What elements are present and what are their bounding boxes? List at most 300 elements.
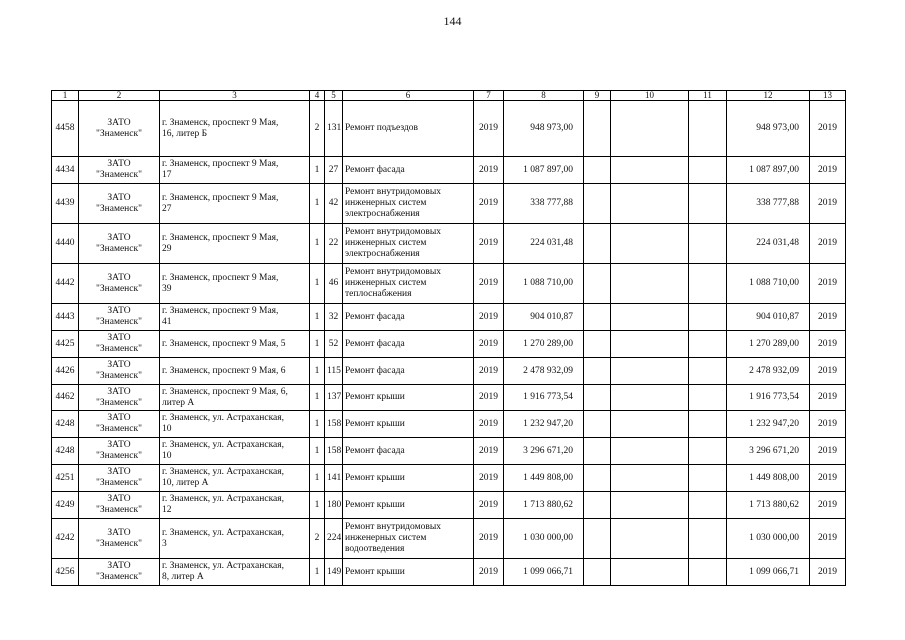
col11-cell xyxy=(689,492,727,519)
total-cell: 338 777,88 xyxy=(727,184,810,224)
year-end-cell: 2019 xyxy=(810,157,846,184)
object-id-cell: 4440 xyxy=(52,224,79,264)
work-type-cell xyxy=(343,304,474,331)
col9-cell xyxy=(584,438,611,465)
address-cell xyxy=(160,465,310,492)
work-type-line: Ремонт внутридомовых xyxy=(345,187,441,197)
col11-cell xyxy=(689,184,727,224)
col5-cell: 149 xyxy=(325,559,343,586)
col10-cell xyxy=(611,304,689,331)
address-cell xyxy=(160,559,310,586)
object-id-cell: 4249 xyxy=(52,492,79,519)
col4-cell: 1 xyxy=(310,184,325,224)
work-type-line: инженерных систем xyxy=(345,198,427,208)
year-cell: 2019 xyxy=(474,519,504,559)
cost-cell: 1 030 000,00 xyxy=(504,519,584,559)
municipality-cell xyxy=(79,385,160,411)
total-cell: 1 099 066,71 xyxy=(727,559,810,586)
table-row xyxy=(52,331,846,358)
cost-cell: 904 010,87 xyxy=(504,304,584,331)
col4-cell: 1 xyxy=(310,157,325,184)
col11-cell xyxy=(689,519,727,559)
col10-cell xyxy=(611,438,689,465)
municipality-line: "Знаменск" xyxy=(96,478,142,488)
cost-cell: 3 296 671,20 xyxy=(504,438,584,465)
col9-cell xyxy=(584,264,611,304)
cost-cell: 1 087 897,00 xyxy=(504,157,584,184)
municipality-line: "Знаменск" xyxy=(96,424,142,434)
cost-cell: 1 449 808,00 xyxy=(504,465,584,492)
col5-cell: 32 xyxy=(325,304,343,331)
year-end-cell: 2019 xyxy=(810,465,846,492)
municipality-line: ЗАТО xyxy=(107,527,131,538)
column-header: 11 xyxy=(689,91,727,101)
address-line: 8, литер А xyxy=(162,572,204,582)
object-id-cell: 4434 xyxy=(52,157,79,184)
year-end-cell: 2019 xyxy=(810,492,846,519)
table-row xyxy=(52,465,846,492)
address-line: г. Знаменск, проспект 9 Мая, xyxy=(162,272,279,283)
col4-cell: 1 xyxy=(310,385,325,411)
repair-register-table xyxy=(51,90,846,586)
municipality-line: "Знаменск" xyxy=(96,538,142,549)
year-cell: 2019 xyxy=(474,224,504,264)
col4-cell: 1 xyxy=(310,559,325,586)
column-header: 7 xyxy=(474,91,504,101)
work-type-line: Ремонт фасада xyxy=(345,445,405,456)
work-type-cell xyxy=(343,438,474,465)
col4-cell: 1 xyxy=(310,358,325,385)
total-cell: 904 010,87 xyxy=(727,304,810,331)
col10-cell xyxy=(611,492,689,519)
object-id-cell: 4248 xyxy=(52,411,79,438)
year-end-cell: 2019 xyxy=(810,304,846,331)
work-type-line: Ремонт фасада xyxy=(345,311,405,322)
object-id-cell: 4256 xyxy=(52,559,79,586)
address-line: г. Знаменск, проспект 9 Мая, 6, xyxy=(162,386,288,397)
work-type-line: Ремонт крыши xyxy=(345,499,405,510)
address-line: г. Знаменск, ул. Астраханская, xyxy=(162,561,285,571)
address-cell xyxy=(160,331,310,358)
object-id-cell: 4248 xyxy=(52,438,79,465)
address-line: г. Знаменск, проспект 9 Мая, xyxy=(162,306,279,316)
address-cell xyxy=(160,101,310,157)
table-row xyxy=(52,559,846,586)
address-line: г. Знаменск, проспект 9 Мая, 6 xyxy=(162,365,286,376)
year-end-cell: 2019 xyxy=(810,559,846,586)
municipality-line: ЗАТО xyxy=(107,494,131,504)
address-line: 10 xyxy=(162,451,172,461)
work-type-line: электроснабжения xyxy=(345,209,420,219)
address-line: г. Знаменск, проспект 9 Мая, xyxy=(162,117,279,128)
col5-cell: 52 xyxy=(325,331,343,358)
cost-cell: 2 478 932,09 xyxy=(504,358,584,385)
table-row xyxy=(52,224,846,264)
year-cell: 2019 xyxy=(474,438,504,465)
col9-cell xyxy=(584,519,611,559)
work-type-line: Ремонт внутридомовых xyxy=(345,522,441,532)
municipality-line: ЗАТО xyxy=(107,117,131,128)
municipality-line: "Знаменск" xyxy=(96,397,142,408)
work-type-line: Ремонт крыши xyxy=(345,566,405,577)
municipality-cell xyxy=(79,331,160,358)
municipality-line: ЗАТО xyxy=(107,232,131,243)
work-type-line: Ремонт подъездов xyxy=(345,123,419,133)
cost-cell: 1 099 066,71 xyxy=(504,559,584,586)
object-id-cell: 4251 xyxy=(52,465,79,492)
total-cell: 1 087 897,00 xyxy=(727,157,810,184)
address-cell xyxy=(160,224,310,264)
col5-cell: 27 xyxy=(325,157,343,184)
year-end-cell: 2019 xyxy=(810,385,846,411)
table-row xyxy=(52,411,846,438)
col10-cell xyxy=(611,385,689,411)
address-cell xyxy=(160,304,310,331)
year-cell: 2019 xyxy=(474,465,504,492)
column-header: 9 xyxy=(584,91,611,101)
total-cell: 1 916 773,54 xyxy=(727,385,810,411)
municipality-cell xyxy=(79,411,160,438)
address-cell xyxy=(160,184,310,224)
table-row xyxy=(52,264,846,304)
col4-cell: 1 xyxy=(310,331,325,358)
column-header: 13 xyxy=(810,91,846,101)
year-cell: 2019 xyxy=(474,411,504,438)
total-cell: 1 088 710,00 xyxy=(727,264,810,304)
table-row xyxy=(52,385,846,411)
address-cell xyxy=(160,385,310,411)
address-line: литер А xyxy=(162,397,195,408)
municipality-line: "Знаменск" xyxy=(96,344,142,354)
total-cell: 948 973,00 xyxy=(727,101,810,157)
col5-cell: 158 xyxy=(325,411,343,438)
municipality-line: ЗАТО xyxy=(107,561,131,571)
municipality-cell xyxy=(79,519,160,559)
municipality-cell xyxy=(79,492,160,519)
work-type-line: водоотведения xyxy=(345,544,405,554)
address-line: 41 xyxy=(162,317,172,327)
work-type-line: электроснабжения xyxy=(345,249,420,259)
column-header: 12 xyxy=(727,91,810,101)
col11-cell xyxy=(689,304,727,331)
column-header: 5 xyxy=(325,91,343,101)
cost-cell: 224 031,48 xyxy=(504,224,584,264)
address-line: 10 xyxy=(162,424,172,434)
col10-cell xyxy=(611,157,689,184)
work-type-cell xyxy=(343,465,474,492)
municipality-cell xyxy=(79,304,160,331)
year-end-cell: 2019 xyxy=(810,101,846,157)
col10-cell xyxy=(611,184,689,224)
table-row xyxy=(52,184,846,224)
object-id-cell: 4462 xyxy=(52,385,79,411)
col4-cell: 1 xyxy=(310,492,325,519)
col10-cell xyxy=(611,264,689,304)
col11-cell xyxy=(689,438,727,465)
table-row xyxy=(52,157,846,184)
col10-cell xyxy=(611,465,689,492)
municipality-cell xyxy=(79,358,160,385)
municipality-line: ЗАТО xyxy=(107,440,131,450)
year-cell: 2019 xyxy=(474,385,504,411)
year-end-cell: 2019 xyxy=(810,184,846,224)
municipality-cell xyxy=(79,224,160,264)
municipality-line: "Знаменск" xyxy=(96,505,142,515)
year-cell: 2019 xyxy=(474,101,504,157)
table-row xyxy=(52,304,846,331)
object-id-cell: 4442 xyxy=(52,264,79,304)
work-type-cell xyxy=(343,358,474,385)
cost-cell: 948 973,00 xyxy=(504,101,584,157)
col11-cell xyxy=(689,385,727,411)
municipality-line: "Знаменск" xyxy=(96,203,142,214)
total-cell: 1 270 289,00 xyxy=(727,331,810,358)
work-type-cell xyxy=(343,157,474,184)
total-cell: 1 713 880,62 xyxy=(727,492,810,519)
cost-cell: 1 088 710,00 xyxy=(504,264,584,304)
municipality-cell xyxy=(79,184,160,224)
col11-cell xyxy=(689,264,727,304)
table-row xyxy=(52,519,846,559)
total-cell: 224 031,48 xyxy=(727,224,810,264)
col4-cell: 2 xyxy=(310,101,325,157)
year-cell: 2019 xyxy=(474,331,504,358)
work-type-line: Ремонт внутридомовых xyxy=(345,227,441,237)
municipality-line: "Знаменск" xyxy=(96,170,142,180)
municipality-line: "Знаменск" xyxy=(96,371,142,381)
municipality-line: ЗАТО xyxy=(107,192,131,203)
col4-cell: 1 xyxy=(310,438,325,465)
work-type-cell xyxy=(343,264,474,304)
municipality-line: ЗАТО xyxy=(107,467,131,477)
work-type-line: Ремонт крыши xyxy=(345,418,405,429)
municipality-cell xyxy=(79,101,160,157)
municipality-line: ЗАТО xyxy=(107,360,131,370)
municipality-line: "Знаменск" xyxy=(96,128,142,139)
municipality-line: "Знаменск" xyxy=(96,451,142,461)
col10-cell xyxy=(611,101,689,157)
municipality-cell xyxy=(79,465,160,492)
year-cell: 2019 xyxy=(474,184,504,224)
column-header: 2 xyxy=(79,91,160,101)
object-id-cell: 4443 xyxy=(52,304,79,331)
col11-cell xyxy=(689,358,727,385)
year-end-cell: 2019 xyxy=(810,331,846,358)
col9-cell xyxy=(584,492,611,519)
col5-cell: 46 xyxy=(325,264,343,304)
col9-cell xyxy=(584,559,611,586)
work-type-cell xyxy=(343,184,474,224)
col9-cell xyxy=(584,358,611,385)
municipality-cell xyxy=(79,559,160,586)
address-cell xyxy=(160,264,310,304)
table-row xyxy=(52,438,846,465)
work-type-cell xyxy=(343,492,474,519)
col4-cell: 1 xyxy=(310,304,325,331)
address-line: 27 xyxy=(162,203,172,214)
col5-cell: 224 xyxy=(325,519,343,559)
work-type-line: инженерных систем xyxy=(345,238,427,248)
address-line: 12 xyxy=(162,505,172,515)
total-cell: 2 478 932,09 xyxy=(727,358,810,385)
work-type-line: Ремонт фасада xyxy=(345,338,405,349)
year-cell: 2019 xyxy=(474,304,504,331)
municipality-line: ЗАТО xyxy=(107,386,131,397)
column-header: 4 xyxy=(310,91,325,101)
year-cell: 2019 xyxy=(474,358,504,385)
work-type-line: Ремонт крыши xyxy=(345,472,405,483)
table-row xyxy=(52,358,846,385)
municipality-line: ЗАТО xyxy=(107,272,131,283)
col9-cell xyxy=(584,331,611,358)
col5-cell: 131 xyxy=(325,101,343,157)
total-cell: 1 030 000,00 xyxy=(727,519,810,559)
col11-cell xyxy=(689,157,727,184)
col5-cell: 22 xyxy=(325,224,343,264)
column-number-header xyxy=(52,91,846,101)
column-header: 8 xyxy=(504,91,584,101)
col9-cell xyxy=(584,157,611,184)
col11-cell xyxy=(689,465,727,492)
col5-cell: 141 xyxy=(325,465,343,492)
col4-cell: 1 xyxy=(310,411,325,438)
col9-cell xyxy=(584,101,611,157)
year-end-cell: 2019 xyxy=(810,358,846,385)
address-line: 10, литер А xyxy=(162,478,209,488)
municipality-line: "Знаменск" xyxy=(96,283,142,294)
col4-cell: 1 xyxy=(310,465,325,492)
cost-cell: 1 713 880,62 xyxy=(504,492,584,519)
object-id-cell: 4242 xyxy=(52,519,79,559)
address-line: г. Знаменск, ул. Астраханская, xyxy=(162,440,285,450)
work-type-cell xyxy=(343,411,474,438)
municipality-line: ЗАТО xyxy=(107,159,131,169)
work-type-cell xyxy=(343,519,474,559)
municipality-cell xyxy=(79,264,160,304)
object-id-cell: 4426 xyxy=(52,358,79,385)
col11-cell xyxy=(689,101,727,157)
address-line: г. Знаменск, проспект 9 Мая, xyxy=(162,232,279,243)
year-cell: 2019 xyxy=(474,157,504,184)
column-header: 10 xyxy=(611,91,689,101)
col11-cell xyxy=(689,331,727,358)
year-cell: 2019 xyxy=(474,492,504,519)
col4-cell: 1 xyxy=(310,264,325,304)
col9-cell xyxy=(584,184,611,224)
work-type-line: Ремонт фасада xyxy=(345,164,405,175)
col9-cell xyxy=(584,304,611,331)
cost-cell: 1 270 289,00 xyxy=(504,331,584,358)
address-line: 29 xyxy=(162,243,172,254)
work-type-cell xyxy=(343,331,474,358)
municipality-cell xyxy=(79,438,160,465)
work-type-cell xyxy=(343,559,474,586)
year-end-cell: 2019 xyxy=(810,224,846,264)
municipality-line: "Знаменск" xyxy=(96,243,142,254)
column-header: 3 xyxy=(160,91,310,101)
col5-cell: 42 xyxy=(325,184,343,224)
col11-cell xyxy=(689,224,727,264)
col10-cell xyxy=(611,358,689,385)
work-type-cell xyxy=(343,385,474,411)
work-type-cell xyxy=(343,224,474,264)
table-row xyxy=(52,492,846,519)
work-type-line: теплоснабжения xyxy=(345,289,412,299)
object-id-cell: 4439 xyxy=(52,184,79,224)
col5-cell: 158 xyxy=(325,438,343,465)
work-type-line: инженерных систем xyxy=(345,278,427,288)
object-id-cell: 4425 xyxy=(52,331,79,358)
col9-cell xyxy=(584,411,611,438)
cost-cell: 1 232 947,20 xyxy=(504,411,584,438)
address-line: г. Знаменск, ул. Астраханская, xyxy=(162,527,285,538)
address-line: 3 xyxy=(162,538,167,549)
address-cell xyxy=(160,157,310,184)
year-end-cell: 2019 xyxy=(810,519,846,559)
col9-cell xyxy=(584,465,611,492)
cost-cell: 1 916 773,54 xyxy=(504,385,584,411)
municipality-line: ЗАТО xyxy=(107,306,131,316)
year-cell: 2019 xyxy=(474,559,504,586)
municipality-line: ЗАТО xyxy=(107,333,131,343)
year-cell: 2019 xyxy=(474,264,504,304)
year-end-cell: 2019 xyxy=(810,411,846,438)
work-type-line: Ремонт внутридомовых xyxy=(345,267,441,277)
municipality-line: "Знаменск" xyxy=(96,317,142,327)
column-header: 6 xyxy=(343,91,474,101)
col10-cell xyxy=(611,559,689,586)
address-cell xyxy=(160,438,310,465)
work-type-cell xyxy=(343,101,474,157)
cost-cell: 338 777,88 xyxy=(504,184,584,224)
address-line: г. Знаменск, ул. Астраханская, xyxy=(162,467,285,477)
address-line: г. Знаменск, ул. Астраханская, xyxy=(162,494,285,504)
col9-cell xyxy=(584,385,611,411)
address-cell xyxy=(160,411,310,438)
total-cell: 1 449 808,00 xyxy=(727,465,810,492)
address-cell xyxy=(160,492,310,519)
address-cell xyxy=(160,358,310,385)
table-row xyxy=(52,101,846,157)
address-line: г. Знаменск, проспект 9 Мая, 5 xyxy=(162,338,286,349)
column-header: 1 xyxy=(52,91,79,101)
address-line: г. Знаменск, проспект 9 Мая, xyxy=(162,192,279,203)
col11-cell xyxy=(689,411,727,438)
object-id-cell: 4458 xyxy=(52,101,79,157)
col10-cell xyxy=(611,411,689,438)
address-line: г. Знаменск, ул. Астраханская, xyxy=(162,413,285,423)
work-type-line: Ремонт фасада xyxy=(345,365,405,376)
address-line: г. Знаменск, проспект 9 Мая, xyxy=(162,159,279,169)
work-type-line: Ремонт крыши xyxy=(345,392,405,402)
col4-cell: 2 xyxy=(310,519,325,559)
work-type-line: инженерных систем xyxy=(345,533,427,543)
col9-cell xyxy=(584,224,611,264)
address-line: 17 xyxy=(162,170,172,180)
total-cell: 1 232 947,20 xyxy=(727,411,810,438)
col5-cell: 137 xyxy=(325,385,343,411)
year-end-cell: 2019 xyxy=(810,438,846,465)
municipality-cell xyxy=(79,157,160,184)
col4-cell: 1 xyxy=(310,224,325,264)
col11-cell xyxy=(689,559,727,586)
municipality-line: ЗАТО xyxy=(107,413,131,423)
col5-cell: 180 xyxy=(325,492,343,519)
total-cell: 3 296 671,20 xyxy=(727,438,810,465)
address-line: 39 xyxy=(162,283,172,294)
year-end-cell: 2019 xyxy=(810,264,846,304)
col10-cell xyxy=(611,519,689,559)
